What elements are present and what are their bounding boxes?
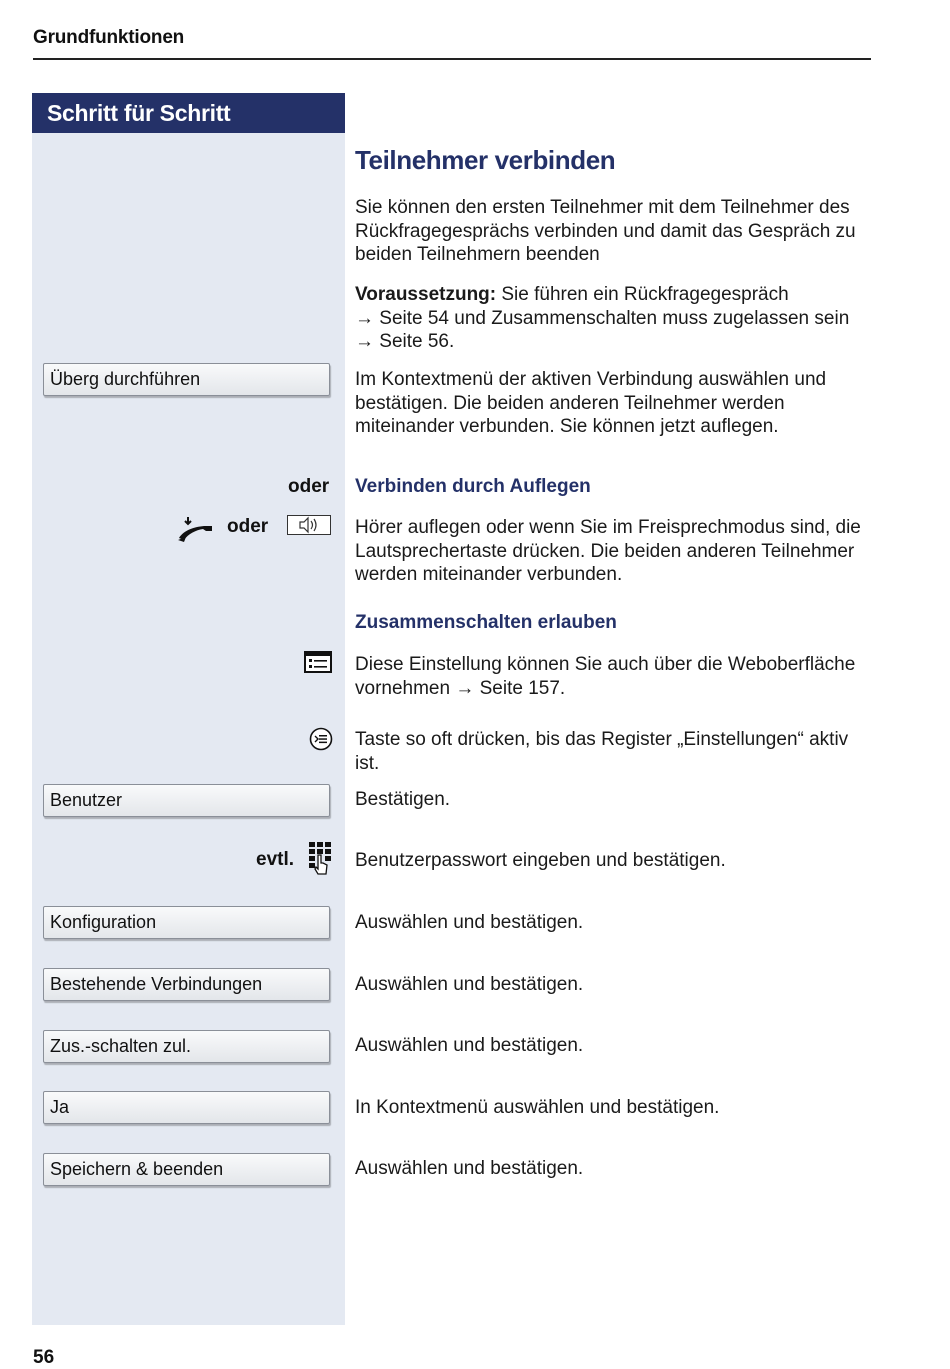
- hangup-description: Hörer auflegen oder wenn Sie im Freisprechmodus sind, die Lautsprechertaste drücken. Die beiden anderen Teilnehmer werden miteinander verbunden.: [355, 517, 861, 585]
- web-text: Diese Einstellung können Sie auch über die Weboberfläche vornehmen: [355, 654, 856, 699]
- prerequisite-label: Voraussetzung:: [355, 284, 497, 305]
- speaker-key-icon[interactable]: [287, 515, 331, 535]
- prerequisite-text-2: Seite 54 und Zusammenschalten muss zugelassen sein: [374, 307, 850, 329]
- transfer-softkey[interactable]: Überg durchführen: [43, 363, 330, 396]
- web-reference: Seite 157.: [474, 677, 566, 699]
- menu-key-icon[interactable]: [309, 727, 333, 751]
- existing-connections-softkey[interactable]: Bestehende Verbindungen: [43, 968, 330, 1001]
- page-number: 56: [33, 1347, 55, 1368]
- arrow-icon: →: [455, 677, 475, 699]
- arrow-icon: →: [355, 307, 374, 329]
- handset-hangup-icon: [176, 516, 214, 544]
- keypad-icon[interactable]: [307, 841, 333, 879]
- header-rule: [33, 58, 871, 60]
- hangup-heading: Verbinden durch Auflegen: [355, 476, 591, 497]
- allow-heading: Zusammenschalten erlauben: [355, 612, 617, 633]
- existing-connections-description: Auswählen und bestätigen.: [355, 974, 584, 995]
- step-by-step-banner: Schritt für Schritt: [32, 93, 345, 133]
- user-softkey[interactable]: Benutzer: [43, 784, 330, 817]
- page-header-title: Grundfunktionen: [33, 27, 185, 48]
- or-label: oder: [288, 476, 330, 497]
- intro-paragraph: Sie können den ersten Teilnehmer mit dem Teilnehmer des Rückfragegesprächs verbinden und damit das Gespräch zu beiden Teilnehmern beenden: [355, 197, 856, 265]
- optional-label: evtl.: [256, 849, 295, 870]
- yes-softkey[interactable]: Ja: [43, 1091, 330, 1124]
- configuration-description: Auswählen und bestätigen.: [355, 912, 584, 933]
- prerequisite-paragraph: [355, 283, 870, 354]
- web-paragraph: [355, 653, 870, 700]
- step-column: [32, 93, 345, 1325]
- yes-description: In Kontextmenü auswählen und bestätigen.: [355, 1097, 720, 1118]
- arrow-icon: →: [355, 331, 374, 352]
- prerequisite-text-3: Seite 56.: [374, 331, 455, 352]
- section-title: Teilnehmer verbinden: [355, 145, 616, 175]
- configuration-softkey[interactable]: Konfiguration: [43, 906, 330, 939]
- allow-conference-description: Auswählen und bestätigen.: [355, 1035, 584, 1056]
- web-interface-icon: [304, 651, 332, 673]
- password-description: Benutzerpasswort eingeben und bestätigen.: [355, 850, 726, 871]
- save-and-exit-description: Auswählen und bestätigen.: [355, 1158, 584, 1179]
- hangup-or-label: oder: [227, 516, 269, 537]
- transfer-description: Im Kontextmenü der aktiven Verbindung auswählen und bestätigen. Die beiden anderen Teilnehmer werden miteinander verbunden. Sie können jetzt auflegen.: [355, 369, 827, 437]
- menu-key-description: Taste so oft drücken, bis das Register „Einstellungen“ aktiv ist.: [355, 729, 849, 774]
- save-and-exit-softkey[interactable]: Speichern & beenden: [43, 1153, 330, 1186]
- prerequisite-text-1: Sie führen ein Rückfragegespräch: [496, 284, 789, 305]
- allow-conference-softkey[interactable]: Zus.-schalten zul.: [43, 1030, 330, 1063]
- user-description: Bestätigen.: [355, 789, 451, 810]
